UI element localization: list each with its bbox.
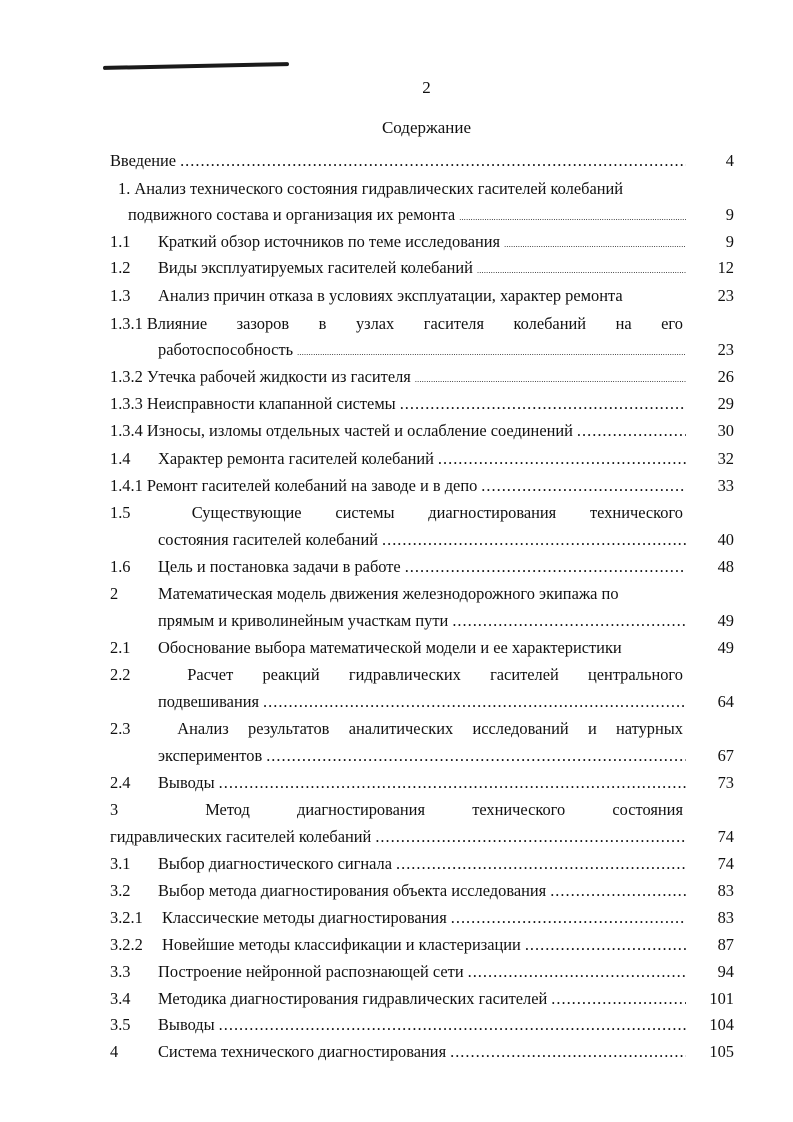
- dot-leader: [551, 989, 686, 1009]
- dot-leader: [297, 348, 686, 357]
- toc-entry-2-3-line2: [158, 746, 734, 770]
- toc-entry-title: Краткий обзор источников по теме исследования: [158, 232, 501, 251]
- dot-leader: [266, 746, 686, 766]
- toc-entry-title: состояния гасителей колебаний: [158, 530, 379, 549]
- toc-page-number: 49: [717, 638, 734, 657]
- toc-word: 1.5: [110, 503, 131, 522]
- toc-word: аналитических: [348, 719, 454, 738]
- toc-entry-1-2: [110, 258, 734, 282]
- toc-page-number: 9: [725, 205, 734, 224]
- toc-word: 2.2: [110, 665, 131, 684]
- toc-entry-1-3-2: [110, 367, 734, 391]
- toc-entry-1-3-1-line2: [158, 340, 734, 364]
- toc-word: зазоров: [236, 314, 290, 333]
- dot-leader: [382, 530, 686, 550]
- toc-entry-title: Новейшие методы классификации и кластеризации: [162, 935, 521, 954]
- toc-entry-title: Методика диагностирования гидравлических гасителей: [158, 989, 548, 1008]
- toc-word: 1.3.1 Влияние: [110, 314, 208, 333]
- toc-word: 3: [110, 800, 119, 819]
- toc-entry-number: 3.2: [110, 881, 131, 900]
- dot-leader: [459, 213, 686, 222]
- toc-page-number: 12: [717, 258, 734, 277]
- toc-entry-title: Выводы: [158, 1015, 215, 1034]
- toc-word: реакций: [262, 665, 320, 684]
- toc-entry-1-line1: [118, 179, 742, 203]
- toc-page-number: 64: [717, 692, 734, 711]
- toc-word: гасителей: [490, 665, 559, 684]
- toc-entry-4: [110, 1042, 734, 1066]
- toc-word: результатов: [248, 719, 330, 738]
- dot-leader: [219, 773, 686, 793]
- toc-entry-title: 1.3.2 Утечка рабочей жидкости из гасителя: [110, 367, 411, 386]
- toc-entry-2-4: [110, 773, 734, 797]
- toc-word: Существующие: [191, 503, 302, 522]
- toc-entry-number: 3.2.2: [110, 935, 143, 954]
- toc-word: технического: [590, 503, 683, 522]
- toc-page-number: 73: [717, 773, 734, 792]
- toc-word: состояния: [612, 800, 683, 819]
- toc-page-number: 23: [717, 286, 734, 305]
- toc-entry-title: Математическая модель движения железнодорожного экипажа по: [158, 584, 619, 603]
- toc-entry-2-2-line2: [158, 692, 734, 716]
- toc-entry-3-4: [110, 989, 734, 1013]
- toc-entry-number: 2.4: [110, 773, 131, 792]
- page-title: Содержание: [381, 118, 472, 137]
- toc-page-number: 67: [717, 746, 734, 765]
- toc-entry-1-3-3: [110, 394, 734, 418]
- toc-entry-title: Классические методы диагностирования: [162, 908, 447, 927]
- toc-entry-number: 1.3: [110, 286, 131, 305]
- toc-word: диагностирования: [297, 800, 425, 819]
- toc-entry-title: Характер ремонта гасителей колебаний: [158, 449, 434, 468]
- toc-word: технического: [472, 800, 566, 819]
- toc-entry-3-5: [110, 1015, 734, 1039]
- toc-entry-title: Виды эксплуатируемых гасителей колебаний: [158, 258, 473, 277]
- dot-leader: [525, 935, 686, 955]
- dot-leader: [550, 881, 686, 901]
- toc-word: исследований: [472, 719, 569, 738]
- toc-entry-title: 1.4.1 Ремонт гасителей колебаний на заводе и в депо: [110, 476, 478, 495]
- toc-page-number: 49: [717, 611, 734, 630]
- toc-page-number: 74: [717, 827, 734, 846]
- toc-entry-number: 1.1: [110, 232, 131, 251]
- toc-entry-title: экспериментов: [158, 746, 263, 765]
- dot-leader: [438, 449, 686, 469]
- page-number: 2: [422, 78, 431, 97]
- toc-page-number: 33: [717, 476, 734, 495]
- toc-entry-title: подвешивания: [158, 692, 260, 711]
- toc-entry-1-4: [110, 449, 734, 473]
- toc-entry-number: 3.5: [110, 1015, 131, 1034]
- toc-entry-number: 3.1: [110, 854, 131, 873]
- toc-word: колебаний: [513, 314, 587, 333]
- toc-entry-title: Анализ причин отказа в условиях эксплуатации, характер ремонта: [158, 286, 623, 305]
- toc-word: Метод: [205, 800, 250, 819]
- toc-entry-1-6: [110, 557, 734, 581]
- toc-word: Расчет: [187, 665, 234, 684]
- toc-page-number: 87: [717, 935, 734, 954]
- dot-leader: [400, 394, 686, 414]
- toc-entry-title: Обоснование выбора математической модели и ее характеристики: [158, 638, 622, 657]
- toc-page-number: 94: [717, 962, 734, 981]
- toc-entry-3-line2: [110, 827, 734, 851]
- toc-entry-3-2: [110, 881, 734, 905]
- toc-entry-title: Выбор диагностического сигнала: [158, 854, 393, 873]
- toc-word: на: [615, 314, 632, 333]
- dot-leader: [451, 908, 686, 928]
- toc-entry-3-1: [110, 854, 734, 878]
- toc-entry-3-2-2: [110, 935, 734, 959]
- dot-leader: [396, 854, 686, 874]
- toc-entry-number: 1.4: [110, 449, 131, 468]
- toc-entry-title: Цель и постановка задачи в работе: [158, 557, 401, 576]
- toc-page-number: 83: [717, 881, 734, 900]
- toc-entry-title: Введение: [110, 151, 177, 170]
- toc-entry-title: 1.3.4 Износы, изломы отдельных частей и ослабление соединений: [110, 421, 573, 440]
- dot-leader: [452, 611, 686, 631]
- toc-entry-1-5-line2: [158, 530, 734, 554]
- toc-word: гасителя: [423, 314, 484, 333]
- toc-entry-number: 2.1: [110, 638, 131, 657]
- toc-entry-title: 1. Анализ технического состояния гидравлических гасителей колебаний: [118, 179, 624, 198]
- toc-entry-1-4-1: [110, 476, 734, 500]
- toc-entry-number: 1.2: [110, 258, 131, 277]
- toc-entry-1-3: [110, 286, 734, 310]
- toc-word: узлах: [355, 314, 395, 333]
- toc-word: системы: [335, 503, 395, 522]
- toc-entry-title: Построение нейронной распознающей сети: [158, 962, 464, 981]
- toc-entry-2-line2: [158, 611, 734, 635]
- toc-entry-number: 3.2.1: [110, 908, 143, 927]
- dot-leader: [375, 827, 686, 847]
- toc-word: диагностирования: [428, 503, 557, 522]
- toc-entry-title: 1.3.3 Неисправности клапанной системы: [110, 394, 396, 413]
- toc-entry-1-line2: [128, 205, 734, 229]
- toc-entry-title: гидравлических гасителей колебаний: [110, 827, 372, 846]
- toc-entry-1-3-1-line1: [110, 314, 683, 338]
- toc-page-number: 101: [709, 989, 734, 1008]
- toc-entry-2-line1: [110, 584, 734, 608]
- toc-word: и: [587, 719, 597, 738]
- toc-word: 2.3: [110, 719, 131, 738]
- toc-word: его: [661, 314, 683, 333]
- toc-entry-title: подвижного состава и организация их ремонта: [128, 205, 456, 224]
- toc-page-number: 26: [717, 367, 734, 386]
- dot-leader: [180, 151, 686, 171]
- dot-leader: [577, 421, 686, 441]
- dot-leader: [450, 1042, 686, 1062]
- toc-page-number: 74: [717, 854, 734, 873]
- toc-page-number: 30: [717, 421, 734, 440]
- toc-page-number: 105: [709, 1042, 734, 1061]
- toc-entry-title: Система технического диагностирования: [158, 1042, 447, 1061]
- toc-entry-2-3-line1: [110, 719, 683, 743]
- toc-entry-2-2-line1: [110, 665, 683, 689]
- toc-page-number: 83: [717, 908, 734, 927]
- toc-entry-2-1: [110, 638, 734, 662]
- toc-page-number: 4: [725, 151, 734, 170]
- dot-leader: [468, 962, 686, 982]
- toc-entry-number: 3.4: [110, 989, 131, 1008]
- toc-word: в: [318, 314, 327, 333]
- toc-entry-number: 2: [110, 584, 119, 603]
- toc-entry-intro: [110, 151, 734, 175]
- toc-word: центрального: [588, 665, 683, 684]
- dot-leader: [219, 1015, 686, 1035]
- toc-page-number: 29: [717, 394, 734, 413]
- toc-entry-title: прямым и криволинейным участкам пути: [158, 611, 449, 630]
- toc-entry-title: Выбор метода диагностирования объекта исследования: [158, 881, 547, 900]
- toc-page-number: 104: [709, 1015, 734, 1034]
- toc-entry-1-1: [110, 232, 734, 256]
- toc-entry-3-3: [110, 962, 734, 986]
- dot-leader: [263, 692, 686, 712]
- toc-entry-3-2-1: [110, 908, 734, 932]
- dot-leader: [481, 476, 686, 496]
- toc-entry-3-line1: [110, 800, 683, 824]
- toc-entry-title: работоспособность: [158, 340, 294, 359]
- toc-entry-number: 4: [110, 1042, 119, 1061]
- dot-leader: [415, 375, 686, 384]
- toc-page-number: 48: [717, 557, 734, 576]
- toc-entry-number: 3.3: [110, 962, 131, 981]
- toc-word: гидравлических: [348, 665, 461, 684]
- toc-word: натурных: [616, 719, 683, 738]
- dot-leader: [405, 557, 686, 577]
- toc-page-number: 32: [717, 449, 734, 468]
- toc-entry-1-5-line1: [110, 503, 683, 527]
- toc-word: Анализ: [177, 719, 229, 738]
- dot-leader: [504, 240, 686, 249]
- toc-page-number: 23: [717, 340, 734, 359]
- toc-entry-1-3-4: [110, 421, 734, 445]
- toc-entry-number: 1.6: [110, 557, 131, 576]
- toc-page-number: 9: [725, 232, 734, 251]
- toc-entry-title: Выводы: [158, 773, 215, 792]
- dot-leader: [477, 266, 686, 275]
- toc-page-number: 40: [717, 530, 734, 549]
